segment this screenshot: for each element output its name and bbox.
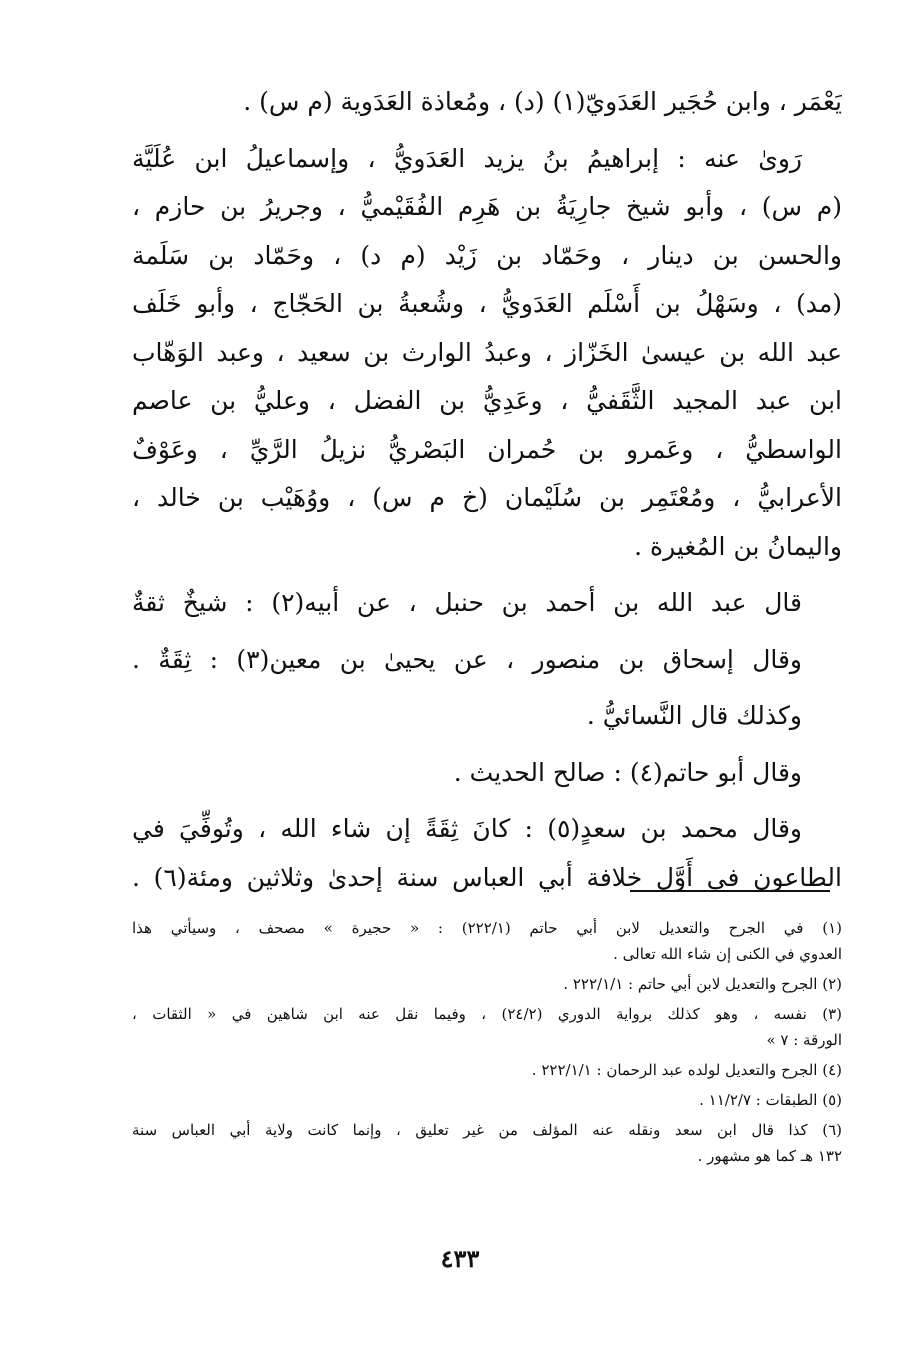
footnote-line: (٤) الجرح والتعديل لولده عبد الرحمان : ٢٢٢/١/١ . <box>531 1061 842 1079</box>
text-line: ابن عبد المجيد الثَّقَفيُّ ، وعَدِيُّ بن الفضل ، وعليُّ بن عاصم <box>132 386 842 415</box>
footnote-divider <box>630 890 830 892</box>
footnote-line: الورقة : ٧ » <box>766 1031 842 1049</box>
paragraph-gap <box>132 127 842 135</box>
footnote-line: (٥) الطبقات : ١١/٢/٧ . <box>699 1091 842 1109</box>
text-line: (م س) ، وأبو شيخ جارِيَةُ بن هَرِم الفُقَيْميُّ ، وجريرُ بن حازم ، <box>132 192 842 221</box>
text-line: وكذلك قال النَّسائيُّ . <box>586 701 802 730</box>
paragraph-gap <box>132 684 842 692</box>
text-line: الطاعون في أَوَّل خلافة أبي العباس سنة إحدىٰ وثلاثين ومئة(٦) . <box>132 862 842 892</box>
footnotes <box>132 915 842 1169</box>
paragraph-gap <box>132 628 842 636</box>
footnote-line: العدوي في الكنى إن شاء الله تعالى . <box>613 945 842 963</box>
text-line: وقال أبو حاتم(٤) : صالح الحديث . <box>453 757 802 787</box>
paragraph-gap <box>132 741 842 749</box>
page-number: ٤٣٣ <box>440 1244 480 1273</box>
footnote-line: (٢) الجرح والتعديل لابن أبي حاتم : ٢٢٢/١/١ . <box>563 975 842 993</box>
text-line: الواسطيُّ ، وعَمرو بن حُمران البَصْريُّ نزيلُ الرَّيِّ ، وعَوْفٌ <box>132 434 842 464</box>
text-line: والحسن بن دينار ، وحَمّاد بن زَيْد (م د) ، وحَمّاد بن سَلَمة <box>132 240 842 270</box>
text-line: يَعْمَر ، وابن حُجَير العَدَويّ(١) (د) ، ومُعاذة العَدَوية (م س) . <box>243 87 842 116</box>
text-line: الأعرابيُّ ، ومُعْتَمِر بن سُلَيْمان (خ م س) ، ووُهَيْب بن خالد ، <box>132 483 842 512</box>
main-text <box>132 78 842 902</box>
paragraph-gap <box>132 797 842 805</box>
footnote-line: (٣) نفسه ، وهو كذلك برواية الدوري (٢٤/٢) ، وفيما نقل عنه ابن شاهين في « الثقات ، <box>132 1005 842 1023</box>
text-line: (مد) ، وسَهْلُ بن أَسْلَم العَدَويُّ ، وشُعبةُ بن الحَجّاج ، وأبو خَلَف <box>132 289 842 318</box>
text-line: واليمانُ بن المُغيرة . <box>634 531 842 561</box>
text-line: وقال إسحاق بن منصور ، عن يحيىٰ بن معين(٣) : ثِقَةٌ . <box>132 644 802 674</box>
text-line: وقال محمد بن سعدٍ(٥) : كانَ ثِقَةً إن شاء الله ، وتُوفِّيَ في <box>132 814 803 843</box>
text-line: رَوىٰ عنه : إبراهيمُ بنُ يزيد العَدَويُّ ، وإسماعيلُ ابن عُلَيَّة <box>132 143 802 173</box>
text-line: عبد الله بن عيسىٰ الخَزّاز ، وعبدُ الوارث بن سعيد ، وعبد الوَهّاب <box>132 337 842 367</box>
text-line: قال عبد الله بن أحمد بن حنبل ، عن أبيه(٢) : شيخٌ ثقةٌ <box>132 588 802 617</box>
footnote-line: (٦) كذا قال ابن سعد ونقله عنه المؤلف من غير تعليق ، وإنما كانت ولاية أبي العباس سنة <box>132 1121 842 1139</box>
footnote-line: (١) في الجرح والتعديل لابن أبي حاتم (٢٢٢/١) : « حجيرة » مصحف ، وسيأتي هذا <box>132 919 842 937</box>
paragraph-gap <box>132 571 842 579</box>
footnote-line: ١٣٢ هـ كما هو مشهور . <box>697 1147 842 1165</box>
